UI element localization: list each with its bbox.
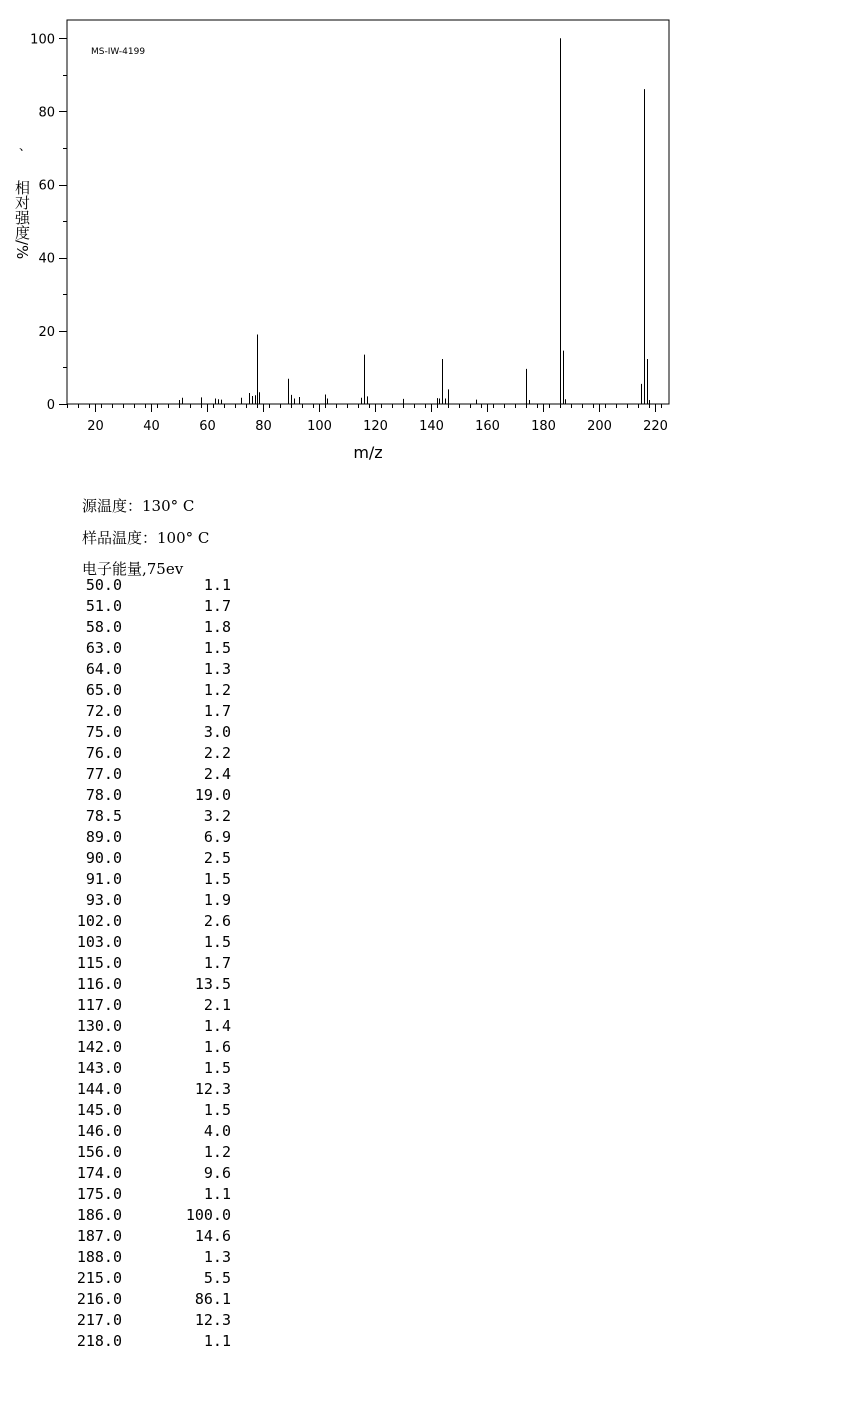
mz-value: 64.0 (85, 660, 122, 678)
y-tick-label: 60 (38, 178, 55, 194)
mz-value: 142.0 (76, 1038, 122, 1056)
mz-value: 78.5 (85, 807, 122, 825)
mz-value: 102.0 (76, 912, 122, 930)
table-row (60, 954, 235, 975)
mz-value: 77.0 (85, 765, 122, 783)
x-tick-label: 60 (199, 419, 216, 434)
abundance-value: 1.5 (203, 1101, 231, 1119)
mz-value: 145.0 (76, 1101, 122, 1119)
abundance-value: 1.3 (203, 1248, 231, 1266)
table-row (60, 1227, 235, 1248)
mz-value: 117.0 (76, 996, 122, 1014)
y-axis-label: 相对强度/% (13, 180, 31, 260)
x-tick-label: 220 (643, 419, 668, 434)
table-row (60, 1101, 235, 1122)
plot-frame (67, 20, 669, 404)
abundance-value: 1.2 (203, 681, 231, 699)
mz-value: 63.0 (85, 639, 122, 657)
x-tick-label: 200 (587, 419, 612, 434)
mz-value: 156.0 (76, 1143, 122, 1161)
abundance-value: 1.3 (203, 660, 231, 678)
abundance-value: 1.9 (203, 891, 231, 909)
abundance-value: 6.9 (203, 828, 231, 846)
y-tick-label: 40 (38, 251, 55, 267)
mz-value: 51.0 (85, 597, 122, 615)
table-row (60, 639, 235, 660)
mz-value: 175.0 (76, 1185, 122, 1203)
table-row (60, 786, 235, 807)
source-temperature: 源温度：130° C (82, 497, 195, 515)
table-row (60, 807, 235, 828)
x-tick-label: 100 (307, 419, 332, 434)
mz-value: 103.0 (76, 933, 122, 951)
mz-value: 75.0 (85, 723, 122, 741)
abundance-value: 19.0 (194, 786, 231, 804)
mz-value: 89.0 (85, 828, 122, 846)
peak-bars (180, 38, 650, 404)
mz-value: 218.0 (76, 1332, 122, 1350)
table-row (60, 996, 235, 1017)
abundance-value: 5.5 (203, 1269, 231, 1287)
table-row (60, 765, 235, 786)
y-tick-label: 20 (38, 324, 55, 340)
mz-value: 186.0 (76, 1206, 122, 1224)
x-tick-label: 140 (419, 419, 444, 434)
table-row (60, 744, 235, 765)
abundance-value: 2.5 (203, 849, 231, 867)
mz-value: 188.0 (76, 1248, 122, 1266)
mz-value: 143.0 (76, 1059, 122, 1077)
mz-value: 174.0 (76, 1164, 122, 1182)
abundance-value: 1.2 (203, 1143, 231, 1161)
y-tick-label: 80 (38, 105, 55, 121)
x-tick-label: 40 (143, 419, 160, 434)
abundance-value: 1.1 (203, 1332, 231, 1350)
abundance-value: 1.5 (203, 1059, 231, 1077)
mz-value: 215.0 (76, 1269, 122, 1287)
abundance-value: 12.3 (194, 1080, 231, 1098)
table-row (60, 870, 235, 891)
y-tick-label: 100 (30, 32, 55, 48)
table-row (60, 681, 235, 702)
x-tick-label: 180 (531, 419, 556, 434)
abundance-value: 3.0 (203, 723, 231, 741)
abundance-value: 1.7 (203, 954, 231, 972)
x-tick-label: 80 (255, 419, 272, 434)
y-axis-mark: 、 (18, 139, 32, 153)
x-minor-ticks (68, 404, 662, 408)
abundance-value: 13.5 (194, 975, 231, 993)
table-row (60, 975, 235, 996)
table-row (60, 1206, 235, 1227)
mz-value: 130.0 (76, 1017, 122, 1035)
mz-value: 78.0 (85, 786, 122, 804)
sample-temperature: 样品温度：100° C (82, 529, 210, 547)
table-row (60, 933, 235, 954)
table-row (60, 597, 235, 618)
electron-energy: 电子能量,75ev (82, 560, 184, 578)
abundance-value: 1.8 (203, 618, 231, 636)
table-row (60, 828, 235, 849)
abundance-value: 1.5 (203, 870, 231, 888)
table-row (60, 702, 235, 723)
abundance-value: 2.2 (203, 744, 231, 762)
table-row (60, 618, 235, 639)
abundance-value: 4.0 (203, 1122, 231, 1140)
mz-value: 187.0 (76, 1227, 122, 1245)
abundance-value: 9.6 (203, 1164, 231, 1182)
abundance-value: 2.4 (203, 765, 231, 783)
mz-value: 116.0 (76, 975, 122, 993)
mass-spectrum-chart (0, 0, 700, 480)
abundance-value: 1.4 (203, 1017, 231, 1035)
x-axis-ticks (87, 404, 668, 434)
table-row (60, 1143, 235, 1164)
abundance-value: 1.1 (203, 576, 231, 594)
abundance-value: 2.1 (203, 996, 231, 1014)
abundance-value: 1.7 (203, 702, 231, 720)
x-tick-label: 20 (87, 419, 104, 434)
chart-svg (0, 0, 700, 480)
sample-id-label: MS-IW-4199 (91, 47, 146, 57)
abundance-value: 86.1 (194, 1290, 231, 1308)
x-tick-label: 120 (363, 419, 388, 434)
mz-value: 76.0 (85, 744, 122, 762)
table-row (60, 1311, 235, 1332)
table-row (60, 1122, 235, 1143)
table-row (60, 891, 235, 912)
abundance-value: 1.7 (203, 597, 231, 615)
abundance-value: 1.1 (203, 1185, 231, 1203)
mz-value: 91.0 (85, 870, 122, 888)
x-tick-label: 160 (475, 419, 500, 434)
abundance-value: 1.6 (203, 1038, 231, 1056)
table-row (60, 849, 235, 870)
abundance-value: 12.3 (194, 1311, 231, 1329)
mz-value: 65.0 (85, 681, 122, 699)
table-row (60, 723, 235, 744)
table-row (60, 576, 235, 597)
mz-value: 58.0 (85, 618, 122, 636)
table-row (60, 1080, 235, 1101)
y-axis-ticks (30, 32, 67, 413)
abundance-value: 1.5 (203, 933, 231, 951)
mz-value: 216.0 (76, 1290, 122, 1308)
abundance-value: 3.2 (203, 807, 231, 825)
table-row (60, 1017, 235, 1038)
mz-value: 217.0 (76, 1311, 122, 1329)
mz-value: 144.0 (76, 1080, 122, 1098)
table-row (60, 912, 235, 933)
abundance-value: 1.5 (203, 639, 231, 657)
x-axis-label: m/z (353, 443, 383, 462)
table-row (60, 1038, 235, 1059)
table-row (60, 1059, 235, 1080)
y-tick-label: 0 (46, 398, 55, 413)
mz-value: 50.0 (85, 576, 122, 594)
abundance-value: 2.6 (203, 912, 231, 930)
table-row (60, 660, 235, 681)
mz-value: 72.0 (85, 702, 122, 720)
table-row (60, 1290, 235, 1311)
mz-value: 146.0 (76, 1122, 122, 1140)
abundance-value: 14.6 (194, 1227, 231, 1245)
table-row (60, 1248, 235, 1269)
table-row (60, 1185, 235, 1206)
table-row (60, 1269, 235, 1290)
table-row (60, 1332, 235, 1353)
mz-value: 93.0 (85, 891, 122, 909)
mz-value: 115.0 (76, 954, 122, 972)
table-row (60, 1164, 235, 1185)
mz-value: 90.0 (85, 849, 122, 867)
abundance-value: 100.0 (185, 1206, 231, 1224)
